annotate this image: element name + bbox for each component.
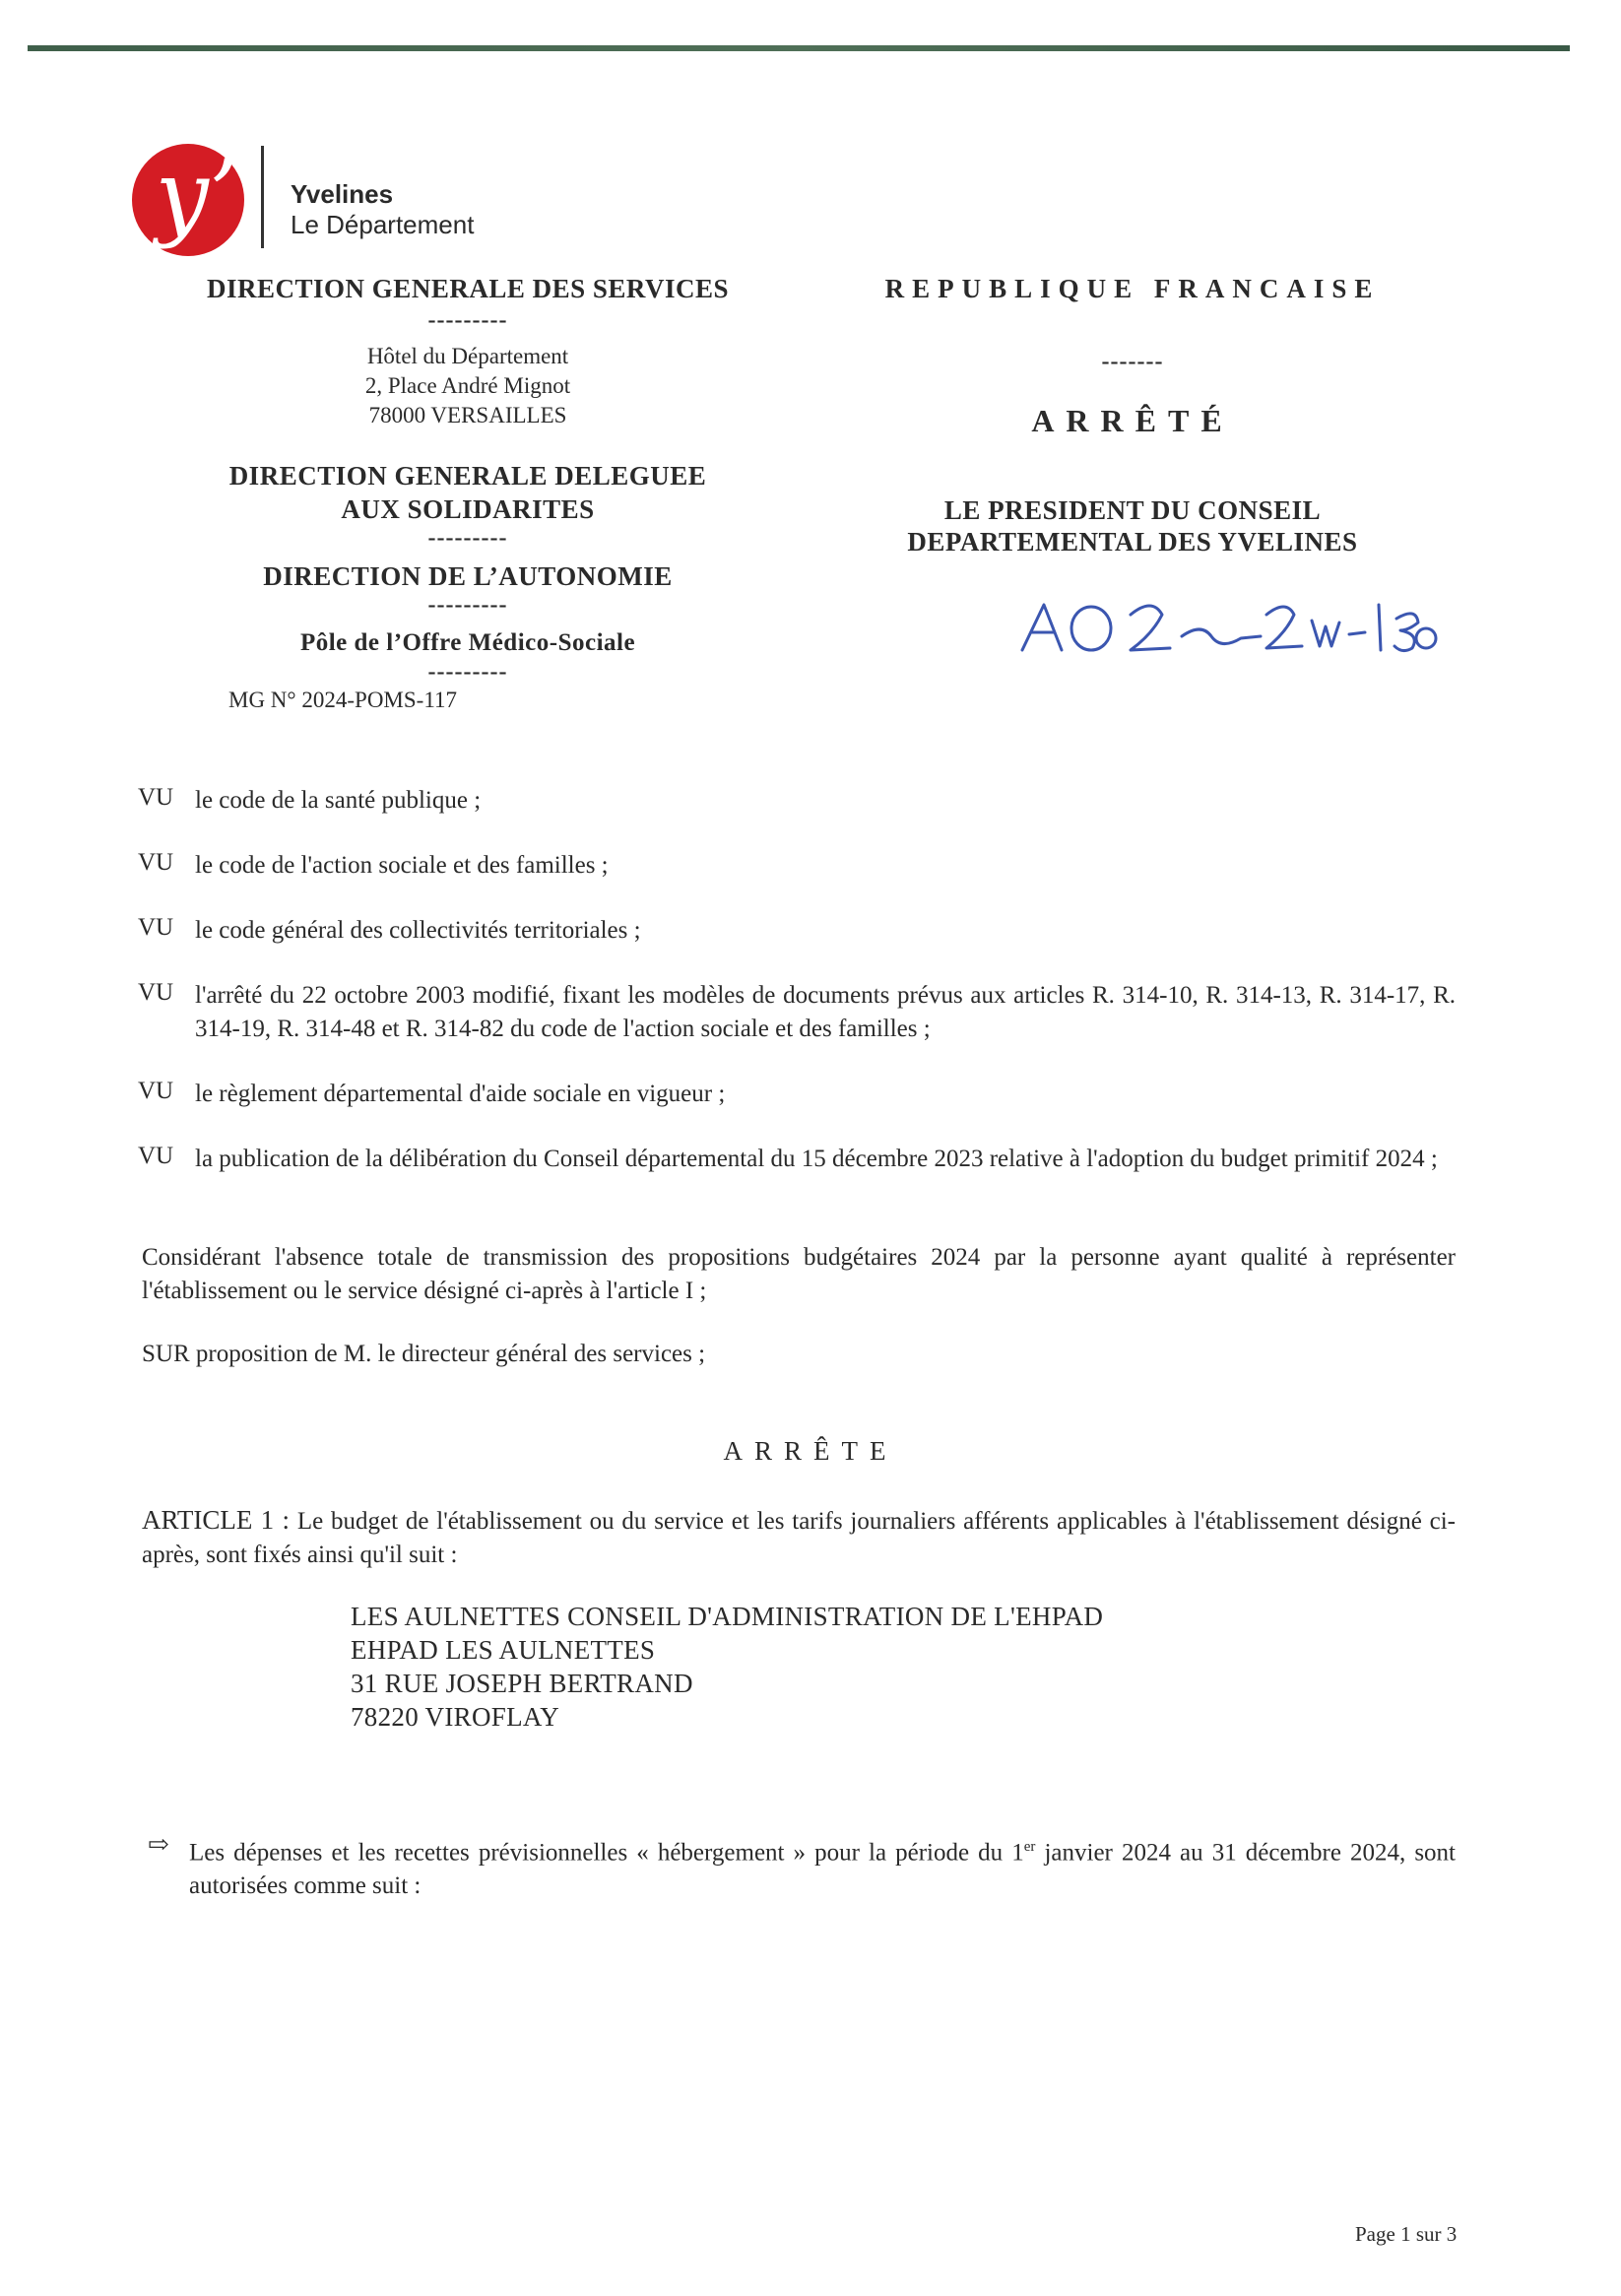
establishment-line: EHPAD LES AULNETTES — [351, 1635, 656, 1665]
handwritten-reference — [1014, 593, 1438, 672]
separator: --------- — [427, 307, 508, 333]
vu-label: VU — [138, 1143, 174, 1169]
reference-number: MG N° 2024-POMS-117 — [228, 688, 457, 712]
dgd-title-line2: AUX SOLIDARITES — [341, 494, 595, 524]
address-line: Hôtel du Département — [366, 344, 569, 368]
separator: --------- — [427, 525, 508, 551]
article-1 — [142, 1503, 1456, 1572]
vu-text: le code de l'action sociale et des familles ; — [195, 852, 609, 879]
address-line: 2, Place André Mignot — [364, 373, 571, 398]
dgd-title: DIRECTION GENERALE DELEGUEE — [228, 461, 707, 491]
arrete-title: ARRÊTÉ — [1031, 403, 1234, 438]
handwritten-ink — [1022, 605, 1436, 651]
separator: ------- — [1101, 349, 1164, 374]
left-header — [148, 274, 788, 430]
brand-name: Yvelines — [291, 179, 394, 209]
pole-title: Pôle de l’Offre Médico-Sociale — [299, 629, 636, 656]
establishment-line: 31 RUE JOSEPH BERTRAND — [351, 1669, 693, 1698]
vu-text: le code général des collectivités territoriales ; — [195, 917, 641, 944]
vu-label: VU — [138, 1078, 174, 1104]
republique-title: REPUBLIQUE FRANCAISE — [884, 274, 1381, 303]
page-number: Page 1 sur 3 — [1355, 2222, 1458, 2246]
considerant-paragraph: Considérant l'absence totale de transmission des propositions budgétaires 2024 par la personne ayant qualité à représenter l'établissement ou le service désigné ci-après à l'article I ; — [142, 1244, 1456, 1304]
establishment-line: LES AULNETTES CONSEIL D'ADMINISTRATION DE L'EHPAD — [351, 1602, 1104, 1631]
sur-proposition-paragraph: SUR proposition de M. le directeur général des services ; — [142, 1341, 706, 1367]
vu-text: le code de la santé publique ; — [195, 787, 482, 814]
president-line1: LE PRESIDENT DU CONSEIL — [943, 495, 1322, 525]
bullet-paragraph — [189, 1830, 1456, 1903]
arrete-heading: ARRÊTE — [723, 1436, 898, 1466]
president-line2: DEPARTEMENTAL DES YVELINES — [907, 527, 1358, 557]
address-line: 78000 VERSAILLES — [368, 403, 567, 427]
vu-text: la publication de la délibération du Conseil départemental du 15 décembre 2023 relative à l'adoption du budget primitif 2024 ; — [195, 1146, 1438, 1172]
bullet-superscript: er — [1023, 1839, 1036, 1855]
vu-label: VU — [138, 979, 174, 1006]
logo-divider — [261, 146, 264, 248]
arrow-right-icon: ⇨ — [148, 1830, 169, 1859]
vu-label: VU — [138, 914, 174, 941]
brand-subtitle: Le Département — [291, 210, 475, 239]
bullet-text: Les dépenses et les recettes prévisionnelles « hébergement » pour la période du 1 — [189, 1839, 1024, 1867]
vu-text: l'arrêté du 22 octobre 2003 modifié, fixant les modèles de documents prévus aux articles R. 314-10, R. 314-13, R. 314-17, R. 314-19, R. 314-48 et R. 314-82 du code de l'action sociale et des familles ; — [195, 982, 1456, 1042]
establishment-line: 78220 VIROFLAY — [351, 1702, 559, 1732]
vu-label: VU — [138, 849, 174, 876]
separator: --------- — [427, 592, 508, 618]
article-1-text: Le budget de l'établissement ou du service et les tarifs journaliers afférents applicables à l'établissement désigné ci-après, sont fixés ainsi qu'il suit : — [142, 1508, 1456, 1568]
establishment-block — [351, 1600, 1103, 1734]
article-1-label: ARTICLE 1 : — [142, 1505, 290, 1535]
bullet-text-cont: janvier 2024 au 31 décembre 2024, sont autorisées comme suit : — [189, 1839, 1456, 1900]
address — [148, 342, 788, 430]
vu-text: le règlement départemental d'aide sociale en vigueur ; — [195, 1081, 726, 1107]
top-rule — [28, 45, 1570, 51]
left-header-directions — [148, 459, 788, 685]
separator: --------- — [427, 659, 508, 685]
dgs-title: DIRECTION GENERALE DES SERVICES — [207, 274, 729, 303]
direction-title: DIRECTION DE L’AUTONOMIE — [263, 561, 673, 591]
vu-label: VU — [138, 784, 174, 811]
right-header — [847, 274, 1418, 558]
handwritten-text: AO 2024-130 — [1014, 669, 1026, 671]
logo-mark: y’ — [155, 140, 239, 250]
